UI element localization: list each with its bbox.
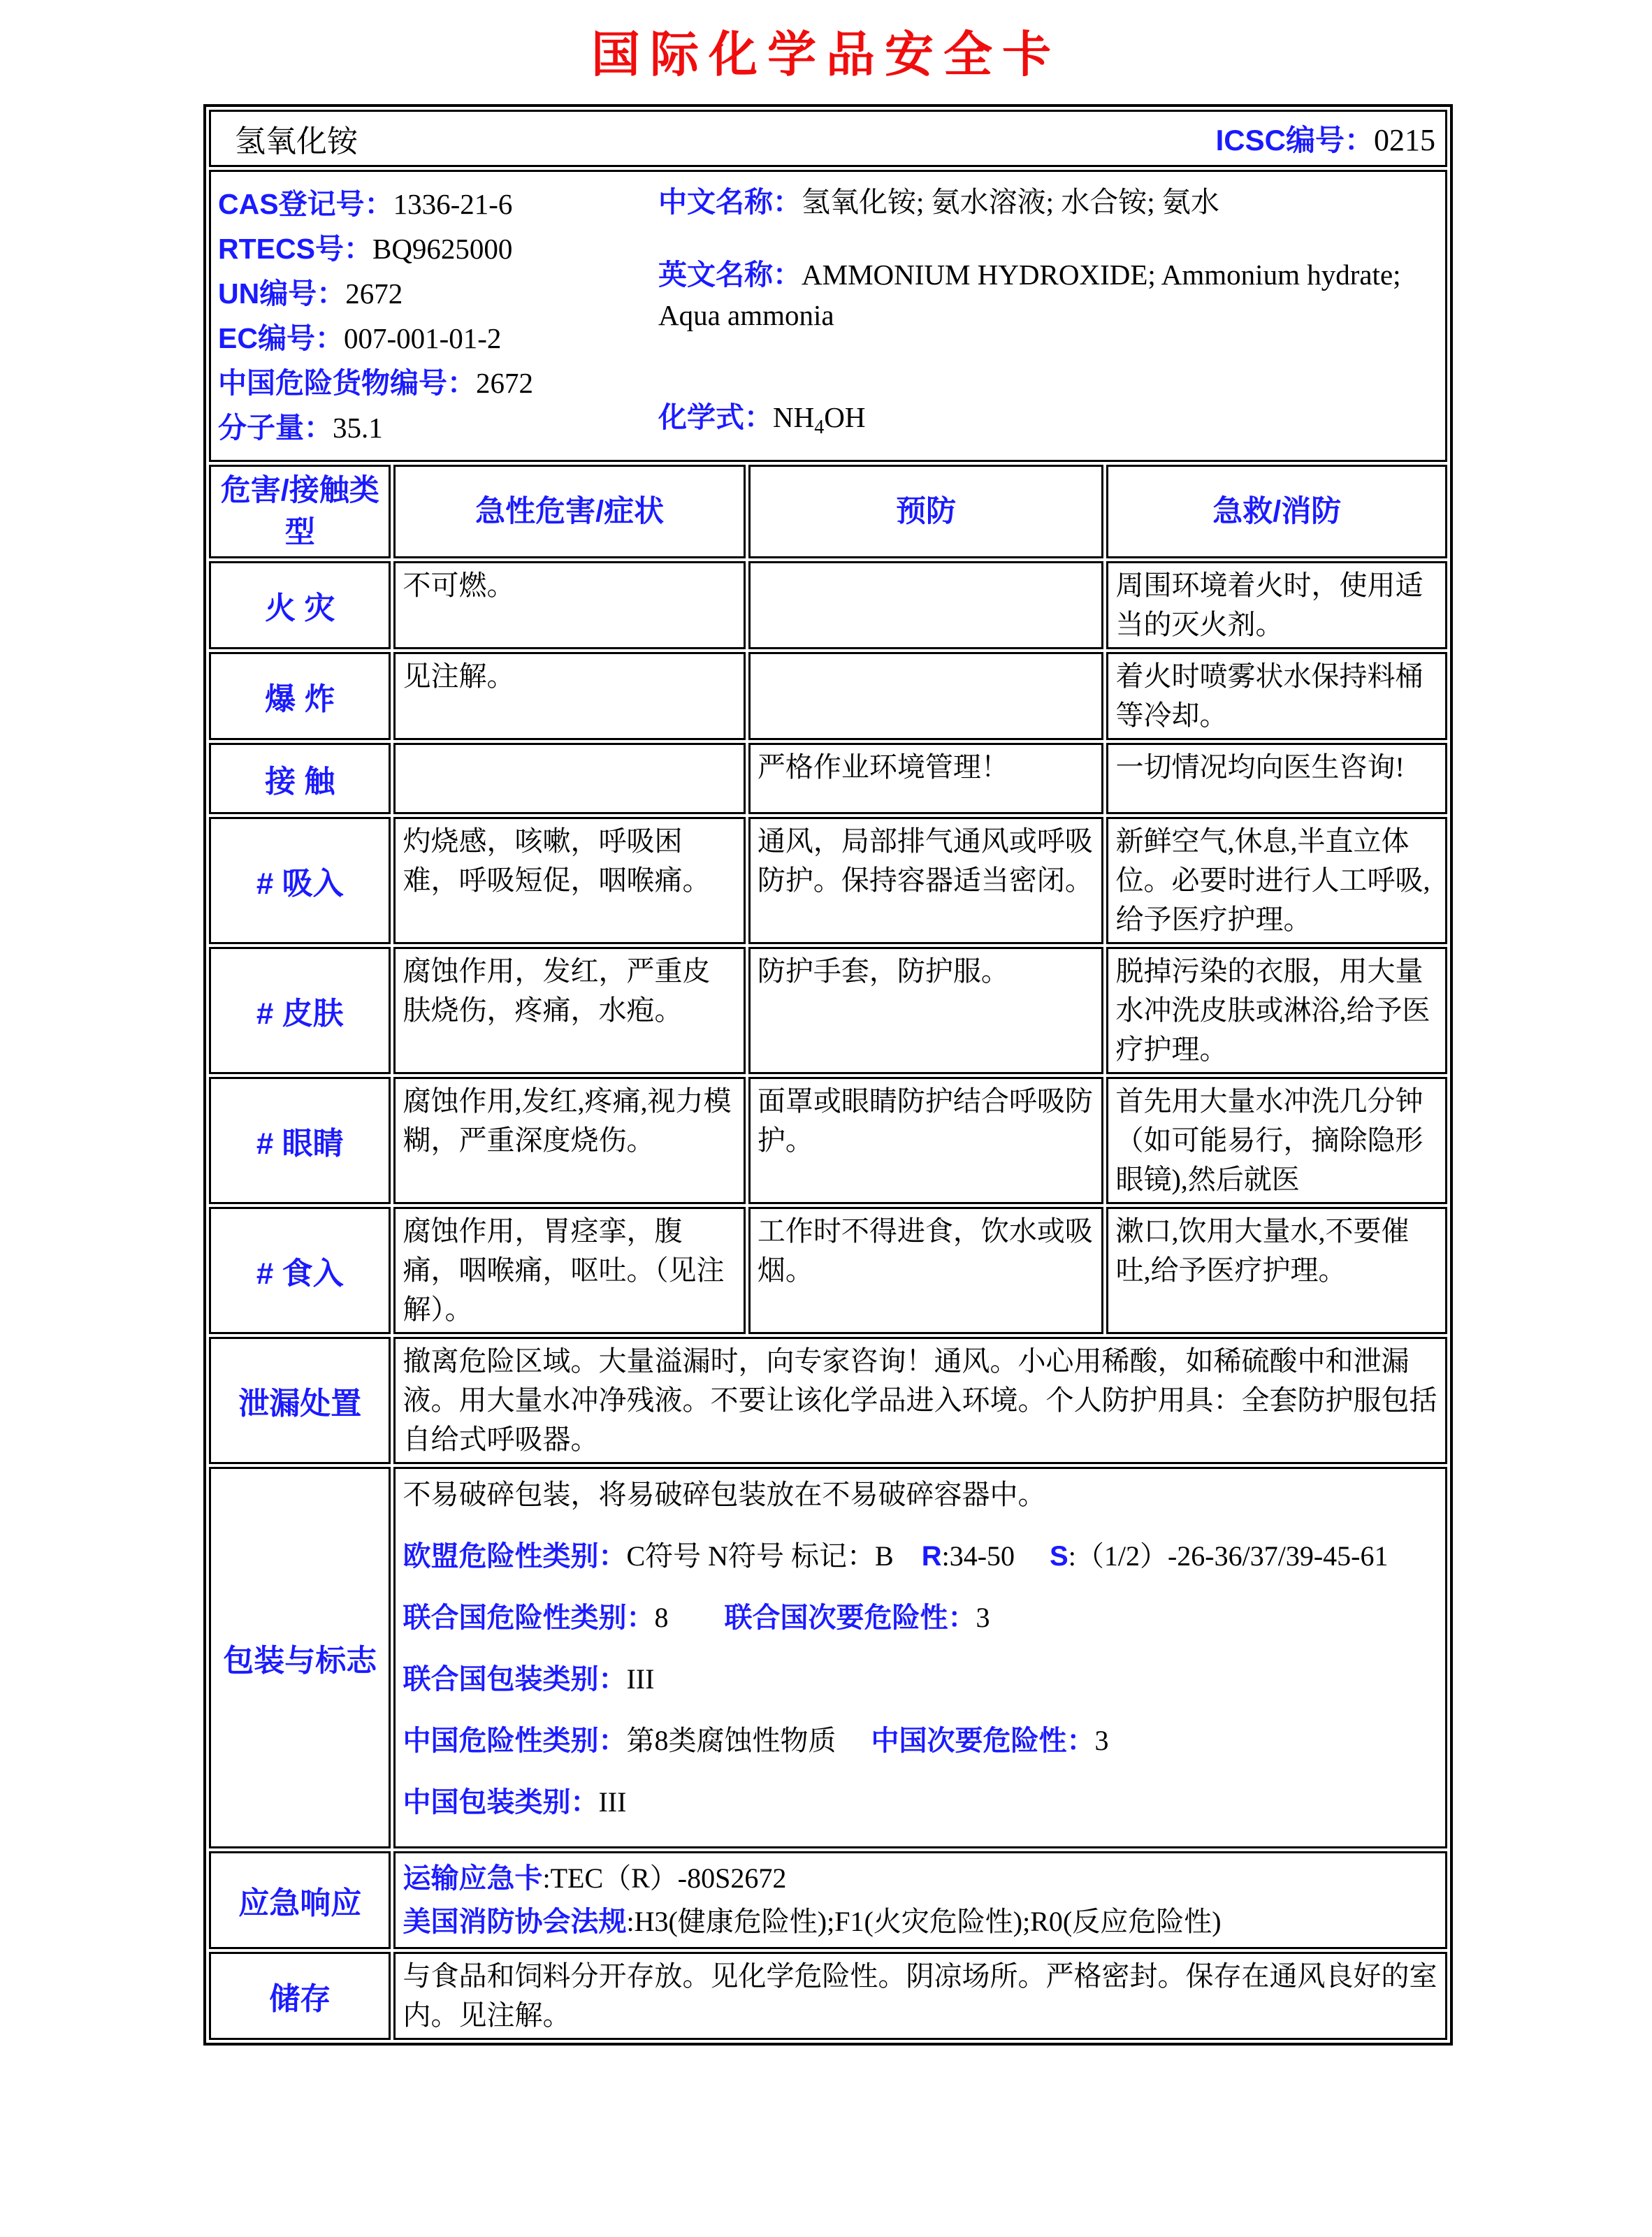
- hazard-row-explosion: [209, 652, 1447, 740]
- prevention-cell: [748, 561, 1104, 649]
- inline-field-label: 运输应急卡: [403, 1863, 543, 1894]
- firstaid-cell: 周围环境着火时，使用适当的灭火剂。: [1106, 561, 1447, 649]
- identifier-line: [218, 226, 654, 271]
- identifier-label: CAS登记号：: [218, 188, 393, 220]
- hazard-row-ingestion: [209, 1207, 1447, 1334]
- inline-field-label: 联合国次要危险性：: [724, 1602, 976, 1633]
- page-title: 国际化学品安全卡: [591, 29, 1061, 82]
- chemical-formula-label: 化学式：: [658, 401, 773, 433]
- identifier-line: [218, 361, 654, 405]
- icsc-card: [203, 104, 1453, 2046]
- identifier-label: 分子量：: [218, 412, 333, 444]
- inline-field-value: :（1/2）-26-36/37/39-45-61: [1068, 1540, 1389, 1572]
- section-content-storage: [393, 1952, 1447, 2040]
- section-line: [403, 1858, 1440, 1899]
- icsc-number-label: ICSC编号：: [1215, 124, 1374, 157]
- hazard-row-label: 火 灾: [209, 561, 391, 649]
- prevention-cell: 严格作业环境管理！: [748, 743, 1104, 814]
- icsc-number: [1216, 117, 1435, 159]
- section-label-storage: 储存: [209, 1952, 391, 2040]
- chemical-formula-line: [658, 397, 1438, 448]
- inline-field-label: 中国包装类别：: [403, 1787, 599, 1818]
- section-line: [403, 1342, 1440, 1459]
- chinese-name-label: 中文名称：: [658, 186, 802, 218]
- inline-field-label: 联合国包装类别：: [403, 1664, 627, 1695]
- section-line: [403, 1957, 1440, 2035]
- inline-field-value: 8: [654, 1602, 725, 1633]
- inline-field-value: 3: [976, 1602, 990, 1633]
- section-row-emergency: [209, 1851, 1447, 1949]
- identifier-value: 2672: [476, 367, 533, 399]
- hazard-row-inhalation: [209, 817, 1447, 944]
- inline-field-label: 联合国危险性类别：: [403, 1602, 655, 1633]
- name-block: [654, 182, 1438, 450]
- symptoms-cell: 腐蚀作用，发红，严重皮肤烧伤，疼痛，水疱。: [393, 947, 745, 1074]
- inline-field-value: 不易破碎包装，将易破碎包装放在不易破碎容器中。: [403, 1479, 1046, 1510]
- prevention-cell: 面罩或眼睛防护结合呼吸防护。: [748, 1077, 1104, 1204]
- section-content-spill: [393, 1337, 1447, 1464]
- hazard-column-header: 预防: [748, 465, 1104, 558]
- hazard-row-label: # 眼睛: [209, 1077, 391, 1204]
- symptoms-cell: 见注解。: [393, 652, 745, 740]
- identifier-line: [218, 316, 654, 361]
- section-label-emergency: 应急响应: [209, 1851, 391, 1949]
- chinese-name-line: [658, 182, 1438, 222]
- section-row-spill: [209, 1337, 1447, 1464]
- hazard-row-label: # 食入: [209, 1207, 391, 1334]
- firstaid-cell: 新鲜空气,休息,半直立体位。必要时进行人工呼吸,给予医疗护理。: [1106, 817, 1447, 944]
- english-name-value: AMMONIUM HYDROXIDE; Ammonium hydrate; Aqua ammonia: [658, 259, 1401, 331]
- inline-field-value: III: [598, 1786, 627, 1818]
- english-name-line: [658, 254, 1438, 335]
- identifier-list: [218, 182, 654, 450]
- hazard-row-eyes: [209, 1077, 1447, 1204]
- hazard-table-header-row: [209, 465, 1447, 558]
- identifier-label: 中国危险货物编号：: [218, 367, 476, 399]
- section-content-emergency: [393, 1851, 1447, 1949]
- hazard-row-label: # 吸入: [209, 817, 391, 944]
- identifier-label: RTECS号：: [218, 233, 372, 265]
- inline-field-label: 欧盟危险性类别：: [403, 1541, 627, 1572]
- identifiers-row: [209, 170, 1447, 462]
- prevention-cell: 防护手套，防护服。: [748, 947, 1104, 1074]
- section-line: [403, 1782, 1440, 1823]
- section-line: [403, 1598, 1440, 1638]
- identifier-line: [218, 405, 654, 450]
- section-line: [403, 1901, 1440, 1943]
- symptoms-cell: 腐蚀作用，胃痉挛，腹痛，咽喉痛，呕吐。（见注解）。: [393, 1207, 745, 1334]
- identifier-value: 007-001-01-2: [343, 322, 502, 354]
- inline-field-label: 美国消防协会法规: [403, 1906, 627, 1937]
- firstaid-cell: 着火时喷雾状水保持料桶等冷却。: [1106, 652, 1447, 740]
- section-content-packaging: [393, 1467, 1447, 1848]
- identifier-label: EC编号：: [218, 322, 344, 354]
- hazard-row-label: # 皮肤: [209, 947, 391, 1074]
- identifier-label: UN编号：: [218, 277, 346, 310]
- inline-field-value: :TEC（R）-80S2672: [542, 1862, 787, 1894]
- inline-field-value: III: [626, 1663, 655, 1695]
- identifier-value: 2672: [345, 277, 403, 310]
- section-row-packaging: [209, 1467, 1447, 1848]
- hazard-row-fire: [209, 561, 1447, 649]
- inline-field-value: :34-50: [941, 1540, 1050, 1572]
- section-line: [403, 1536, 1440, 1577]
- hazard-column-header: 急性危害/症状: [393, 465, 745, 558]
- inline-field-label: S: [1050, 1541, 1068, 1572]
- section-label-packaging: 包装与标志: [209, 1467, 391, 1848]
- firstaid-cell: 漱口,饮用大量水,不要催吐,给予医疗护理。: [1106, 1207, 1447, 1334]
- substance-header-row: [209, 110, 1447, 167]
- inline-field-value: 撤离危险区域。大量溢漏时，向专家咨询！通风。小心用稀酸，如稀硫酸中和泄漏液。用大量水冲净残液。不要让该化学品进入环境。个人防护用具：全套防护服包括自给式呼吸器。: [403, 1345, 1437, 1455]
- prevention-cell: 工作时不得进食，饮水或吸烟。: [748, 1207, 1104, 1334]
- chinese-name-value: 氢氧化铵; 氨水溶液; 水合铵; 氨水: [802, 186, 1219, 218]
- hazard-row-label: 接 触: [209, 743, 391, 814]
- inline-field-value: 3: [1094, 1725, 1109, 1756]
- inline-field-value: 第8类腐蚀性物质: [626, 1725, 871, 1756]
- inline-field-label: 中国危险性类别：: [403, 1725, 627, 1756]
- firstaid-cell: 一切情况均向医生咨询!: [1106, 743, 1447, 814]
- hazard-row-contact: [209, 743, 1447, 814]
- symptoms-cell: 不可燃。: [393, 561, 745, 649]
- hazard-column-header: 急救/消防: [1106, 465, 1447, 558]
- section-row-storage: [209, 1952, 1447, 2040]
- section-line: [403, 1659, 1440, 1700]
- icsc-number-value: 0215: [1374, 123, 1435, 157]
- identifier-value: 1336-21-6: [393, 188, 513, 220]
- section-line: [403, 1721, 1440, 1761]
- symptoms-cell: 腐蚀作用,发红,疼痛,视力模糊，严重深度烧伤。: [393, 1077, 745, 1204]
- identifier-line: [218, 182, 654, 226]
- inline-field-label: 中国次要危险性：: [871, 1725, 1095, 1756]
- hazard-row-skin: [209, 947, 1447, 1074]
- english-name-label: 英文名称：: [658, 259, 802, 291]
- identifier-value: BQ9625000: [372, 233, 513, 265]
- hazard-row-label: 爆 炸: [209, 652, 391, 740]
- inline-field-value: C符号 N符号 标记：B: [626, 1540, 922, 1572]
- inline-field-value: :H3(健康危险性);F1(火灾危险性);R0(反应危险性): [626, 1906, 1222, 1937]
- hazard-column-header: 危害/接触类型: [209, 465, 391, 558]
- prevention-cell: 通风，局部排气通风或呼吸防护。保持容器适当密闭。: [748, 817, 1104, 944]
- chemical-formula-value: $NH_4OH$: [773, 401, 866, 439]
- firstaid-cell: 脱掉污染的衣服，用大量水冲洗皮肤或淋浴,给予医疗护理。: [1106, 947, 1447, 1074]
- identifier-value: 35.1: [333, 412, 383, 444]
- firstaid-cell: 首先用大量水冲洗几分钟（如可能易行，摘除隐形眼镜),然后就医: [1106, 1077, 1447, 1204]
- section-label-spill: 泄漏处置: [209, 1337, 391, 1464]
- inline-field-value: 与食品和饲料分开存放。见化学危险性。阴凉场所。严格密封。保存在通风良好的室内。见注解。: [403, 1960, 1437, 2031]
- identifier-line: [218, 271, 654, 316]
- prevention-cell: [748, 652, 1104, 740]
- symptoms-cell: [393, 743, 745, 814]
- symptoms-cell: 灼烧感，咳嗽，呼吸困难，呼吸短促，咽喉痛。: [393, 817, 745, 944]
- substance-name: 氢氧化铵: [235, 124, 358, 159]
- section-line: [403, 1475, 1440, 1515]
- inline-field-label: R: [921, 1541, 942, 1572]
